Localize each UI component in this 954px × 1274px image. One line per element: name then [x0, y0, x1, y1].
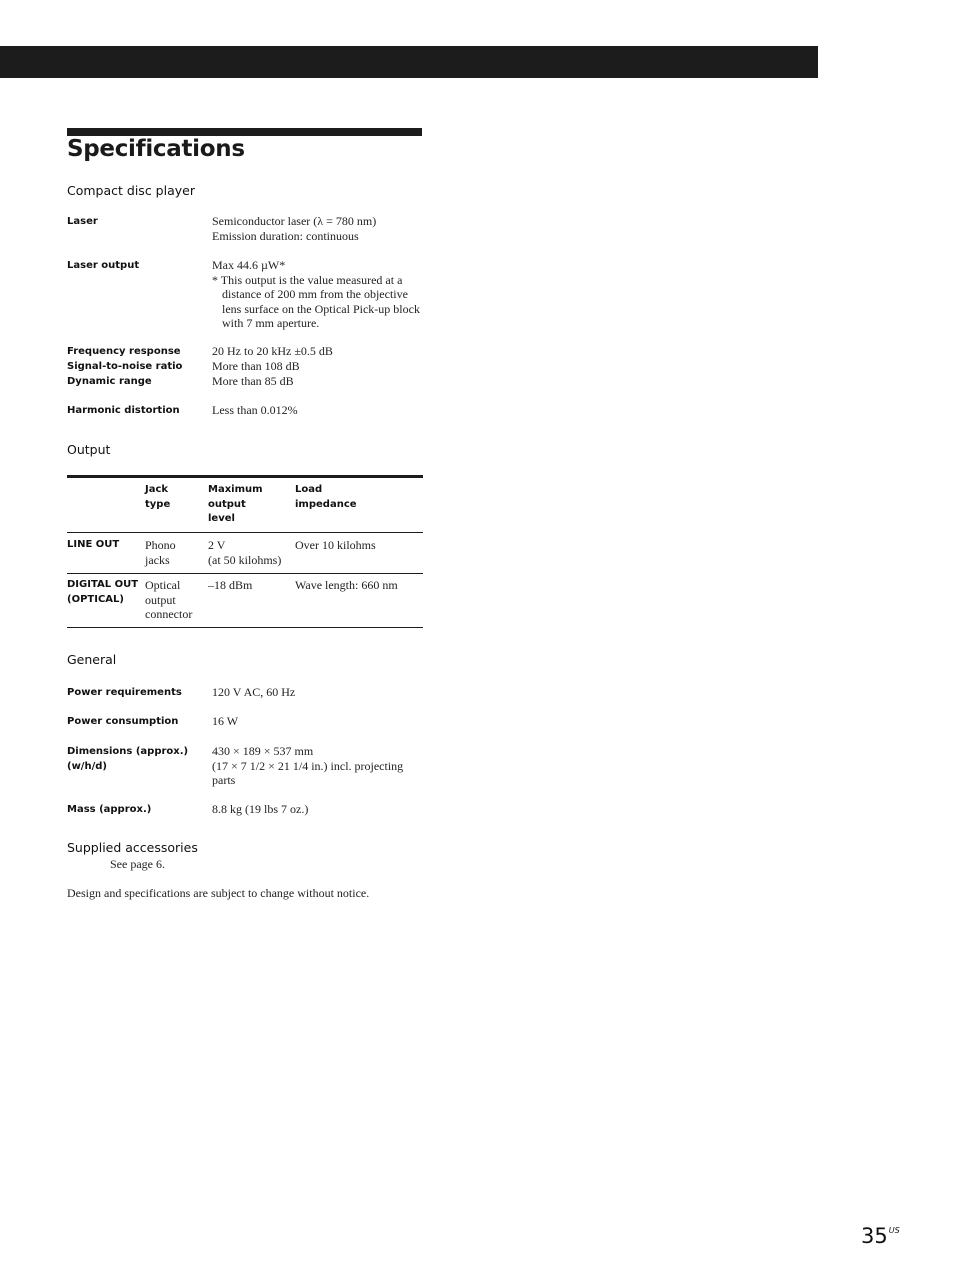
spec-label-dimensions: Dimensions (approx.) (w/h/d)	[67, 746, 189, 772]
table-cell-level: –18 dBm	[208, 578, 253, 592]
header-bar	[0, 46, 818, 78]
spec-label-power-requirements: Power requirements	[67, 687, 182, 698]
spec-value-harmonic-distortion: Less than 0.012%	[212, 403, 298, 417]
spec-label-laser-output: Laser output	[67, 260, 140, 271]
table-top-rule	[67, 475, 423, 478]
spec-value-dimensions: 430 × 189 × 537 mm (17 × 7 1/2 × 21 1/4 in.) incl. projecting parts	[212, 744, 404, 787]
spec-label-laser: Laser	[67, 216, 98, 227]
table-cell-jack: Phono jacks	[145, 538, 176, 567]
laser-line: Semiconductor laser (λ = 780 nm)	[212, 214, 377, 228]
table-bottom-rule	[67, 627, 423, 628]
table-row-label: LINE OUT	[67, 539, 120, 550]
laser-output-value: Max 44.6 µW*	[212, 258, 286, 272]
laser-line: Emission duration: continuous	[212, 228, 359, 243]
column-header-jack-type: Jack type	[145, 484, 171, 510]
page-suffix: US	[888, 1226, 900, 1235]
table-header-rule	[67, 532, 423, 533]
section-heading-compact-disc: Compact disc player	[67, 183, 195, 198]
spec-value-power-requirements: 120 V AC, 60 Hz	[212, 685, 296, 699]
table-row-rule	[67, 573, 423, 574]
spec-label-snr: Signal-to-noise ratio	[67, 361, 183, 372]
section-heading-accessories: Supplied accessories	[67, 840, 198, 855]
spec-value-frequency-response: 20 Hz to 20 kHz ±0.5 dB	[212, 344, 333, 358]
spec-label-frequency-response: Frequency response	[67, 346, 181, 357]
spec-value-laser	[212, 214, 427, 243]
table-row-label: DIGITAL OUT (OPTICAL)	[67, 579, 139, 605]
table-cell-impedance: Wave length: 660 nm	[295, 578, 398, 592]
spec-label-power-consumption: Power consumption	[67, 716, 179, 727]
column-header-max-level: Maximum output level	[208, 484, 263, 524]
spec-value-power-consumption: 16 W	[212, 714, 239, 728]
page-number: $35^{US}$	[861, 1224, 900, 1248]
column-header-load-impedance: Load impedance	[295, 484, 357, 510]
spec-value-snr: More than 108 dB	[212, 359, 300, 373]
spec-value-laser-output	[212, 258, 422, 331]
table-cell-jack: Optical output connector	[145, 578, 193, 621]
title-rule	[67, 128, 422, 136]
page-title: Specifications	[67, 136, 245, 162]
spec-label-mass: Mass (approx.)	[67, 804, 152, 815]
spec-label-dynamic-range: Dynamic range	[67, 376, 152, 387]
table-cell-impedance: Over 10 kilohms	[295, 538, 376, 552]
spec-value-mass: 8.8 kg (19 lbs 7 oz.)	[212, 802, 309, 816]
laser-output-note: * This output is the value measured at a distance of 200 mm from the objective lens surface on the Optical Pick-up block with 7 mm aperture.	[212, 272, 420, 330]
spec-label-harmonic-distortion: Harmonic distortion	[67, 405, 180, 416]
section-heading-general: General	[67, 652, 117, 667]
spec-value-dynamic-range: More than 85 dB	[212, 374, 294, 388]
accessories-text: See page 6.	[110, 857, 165, 871]
section-heading-output: Output	[67, 442, 111, 457]
table-cell-level: 2 V (at 50 kilohms)	[208, 538, 282, 567]
disclaimer: Design and specifications are subject to change without notice.	[67, 886, 370, 900]
